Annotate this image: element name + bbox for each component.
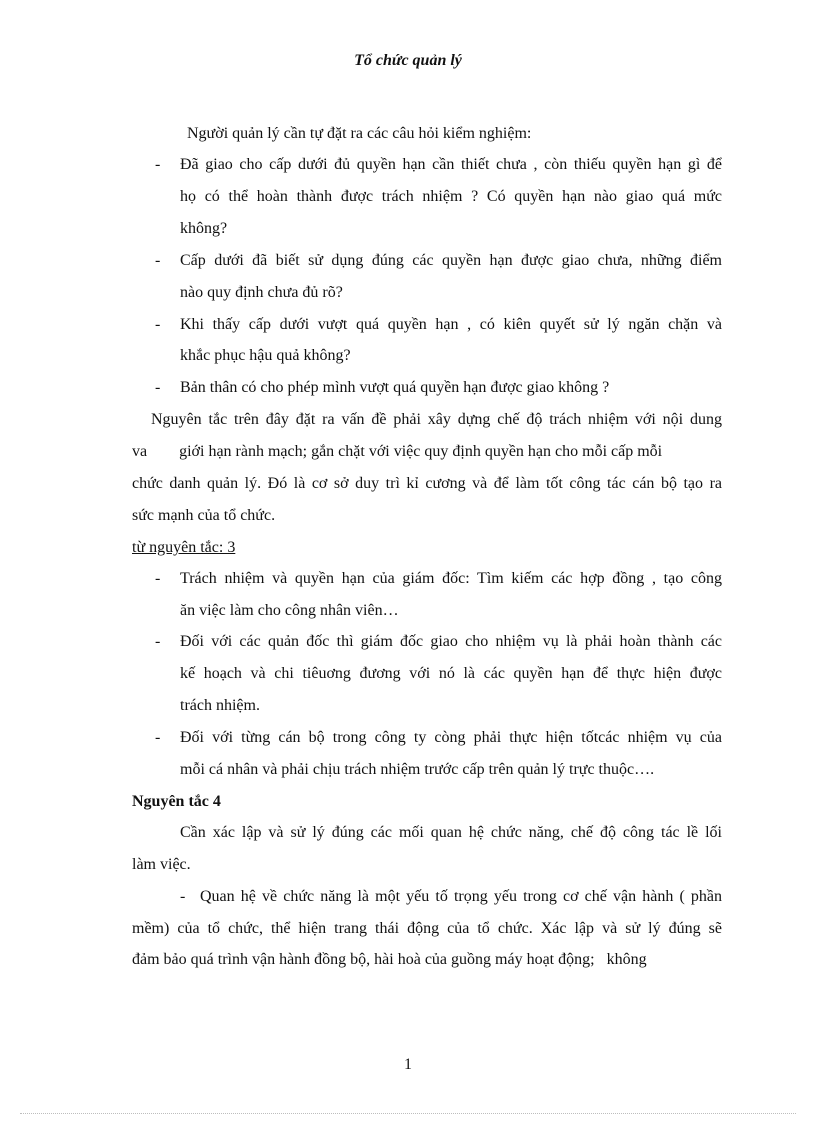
paragraph-3-line-1: Quan hệ về chức năng là một yếu tố trọng yếu trong cơ chế vận hành ( phần bbox=[200, 888, 722, 905]
bullet-6-line-1: Đối với các quản đốc thì giám đốc giao cho nhiệm vụ là phải hoàn thành các bbox=[180, 633, 722, 650]
paragraph-2-line-2: làm việc. bbox=[132, 856, 191, 873]
paragraph-3-line-2: mềm) của tổ chức, thể hiện trang thái động của tổ chức. Xác lập và sử lý đúng sẽ bbox=[132, 920, 722, 937]
bullet-5-line-2: ăn việc làm cho công nhân viên… bbox=[180, 602, 399, 619]
bullet-6-line-3: trách nhiệm. bbox=[180, 697, 260, 714]
bullet-7-line-2: mỗi cá nhân và phải chịu trách nhiệm trước cấp trên quản lý trực thuộc…. bbox=[180, 761, 655, 778]
paragraph-1-line-4: sức mạnh của tổ chức. bbox=[132, 507, 276, 524]
bullet-1-line-2: họ có thể hoàn thành được trách nhiệm ? Có quyền hạn nào giao quá mức bbox=[180, 188, 722, 205]
section-heading: Nguyên tắc 4 bbox=[132, 793, 221, 810]
paragraph-1-line-1: Nguyên tắc trên đây đặt ra vấn đề phải xây dựng chế độ trách nhiệm với nội dung bbox=[151, 411, 722, 428]
bullet-dash: - bbox=[155, 156, 161, 173]
paragraph-3-line-3: đảm bảo quá trình vận hành đồng bộ, hài hoà của guồng máy hoạt động; không bbox=[132, 951, 647, 968]
bullet-1-line-1: Đã giao cho cấp dưới đủ quyền hạn cần thiết chưa , còn thiếu quyền hạn gì để bbox=[180, 156, 722, 173]
bullet-4-line-1: Bản thân có cho phép mình vượt quá quyền hạn được giao không ? bbox=[180, 379, 610, 396]
bullet-2-line-1: Cấp dưới đã biết sử dụng đúng các quyền hạn được giao chưa, những điểm bbox=[180, 252, 722, 269]
paragraph-2-line-1: Cần xác lập và sử lý đúng các mối quan hệ chức năng, chế độ công tác lề lối bbox=[180, 824, 722, 841]
bullet-3-line-1: Khi thấy cấp dưới vượt quá quyền hạn , có kiên quyết sử lý ngăn chặn và bbox=[180, 316, 722, 333]
bullet-3-line-2: khắc phục hậu quả không? bbox=[180, 347, 351, 364]
bullet-dash: - bbox=[155, 379, 161, 396]
paragraph-1-line-2: va giới hạn rành mạch; gắn chặt với việc quy định quyền hạn cho mỗi cấp mỗi bbox=[132, 443, 663, 460]
bullet-dash: - bbox=[155, 570, 161, 587]
paragraph-1-line-3: chức danh quản lý. Đó là cơ sở duy trì kỉ cương và để làm tốt công tác cán bộ tạo ra bbox=[132, 475, 722, 492]
page-header-title: Tổ chức quản lý bbox=[354, 52, 462, 69]
bullet-7-line-1: Đối với từng cán bộ trong công ty còng phải thực hiện tốtcác nhiệm vụ của bbox=[180, 729, 722, 746]
bullet-2-line-2: nào quy định chưa đủ rõ? bbox=[180, 284, 343, 301]
page-number: 1 bbox=[404, 1056, 412, 1073]
bullet-5-line-1: Trách nhiệm và quyền hạn của giám đốc: Tìm kiếm các hợp đồng , tạo công bbox=[180, 570, 722, 587]
bullet-dash: - bbox=[155, 633, 161, 650]
bullet-dash: - bbox=[155, 729, 161, 746]
underlined-heading: từ nguyên tắc: 3 bbox=[132, 539, 236, 556]
paragraph-3-dash: - bbox=[180, 888, 186, 905]
page-bottom-divider bbox=[20, 1113, 796, 1114]
bullet-6-line-2: kế hoạch và chi tiêuơng đương với nó là các quyền hạn để thực hiện được bbox=[180, 665, 722, 682]
intro-line: Người quản lý cần tự đặt ra các câu hỏi kiểm nghiệm: bbox=[187, 125, 532, 142]
bullet-dash: - bbox=[155, 252, 161, 269]
bullet-1-line-3: không? bbox=[180, 220, 228, 237]
bullet-dash: - bbox=[155, 316, 161, 333]
